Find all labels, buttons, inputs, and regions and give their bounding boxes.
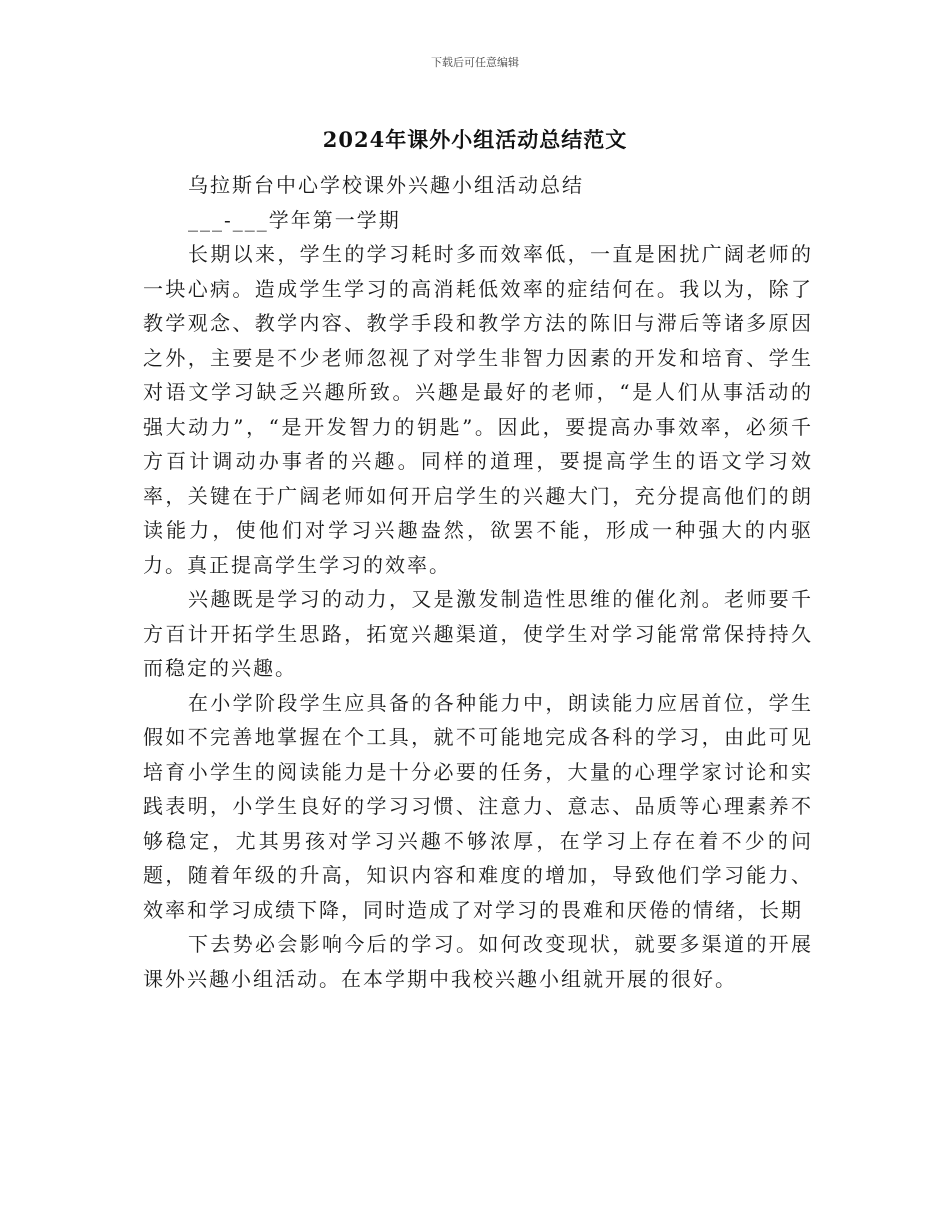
paragraph-interest: 兴趣既是学习的动力，又是激发制造性思维的催化剂。老师要千方百计开拓学生思路，拓宽兴趣渠道，使学生对学习能常常保持持久而稳定的兴趣。	[143, 587, 813, 680]
paragraph-semester: ___-___学年第一学期	[188, 207, 401, 232]
document-title: 2024年课外小组活动总结范文	[322, 127, 628, 152]
paragraph-reading-ability: 在小学阶段学生应具备的各种能力中，朗读能力应居首位，学生假如不完善地掌握在个工具，就不可能地完成各科的学习，由此可见培育小学生的阅读能力是十分必要的任务，大量的心理学家讨论和实践表明，小学生良好的学习习惯、注意力、意志、品质等心理素养不够稳定，尤其男孩对学习兴趣不够浓厚，在学习上存在着不少的问题，随着年级的升高，知识内容和难度的增加，导致他们学习能力、效率和学习成绩下降，同时造成了对学习的畏难和厌倦的情绪，长期	[143, 690, 813, 922]
document-body	[143, 168, 813, 996]
paragraph-conclusion: 下去势必会影响今后的学习。如何改变现状，就要多渠道的开展课外兴趣小组活动。在本学期中我校兴趣小组就开展的很好。	[143, 932, 813, 991]
paragraph-intro: 长期以来，学生的学习耗时多而效率低，一直是困扰广阔老师的一块心病。造成学生学习的高消耗低效率的症结何在。我以为，除了教学观念、教学内容、教学手段和教学方法的陈旧与滞后等诸多原因之外，主要是不少老师忽视了对学生非智力因素的开发和培育、学生对语文学习缺乏兴趣所致。兴趣是最好的老师，“是人们从事活动的强大动力”，“是开发智力的钥匙”。因此，要提高办事效率，必须千方百计调动办事者的兴趣。同样的道理，要提高学生的语文学习效率，关键在于广阔老师如何开启学生的兴趣大门，充分提高他们的朗读能力，使他们对学习兴趣盎然，欲罢不能，形成一种强大的内驱力。真正提高学生学习的效率。	[143, 242, 813, 577]
paragraph-school-subtitle: 乌拉斯台中心学校课外兴趣小组活动总结	[188, 173, 584, 197]
page-header-note: 下载后可任意编辑	[431, 56, 519, 69]
